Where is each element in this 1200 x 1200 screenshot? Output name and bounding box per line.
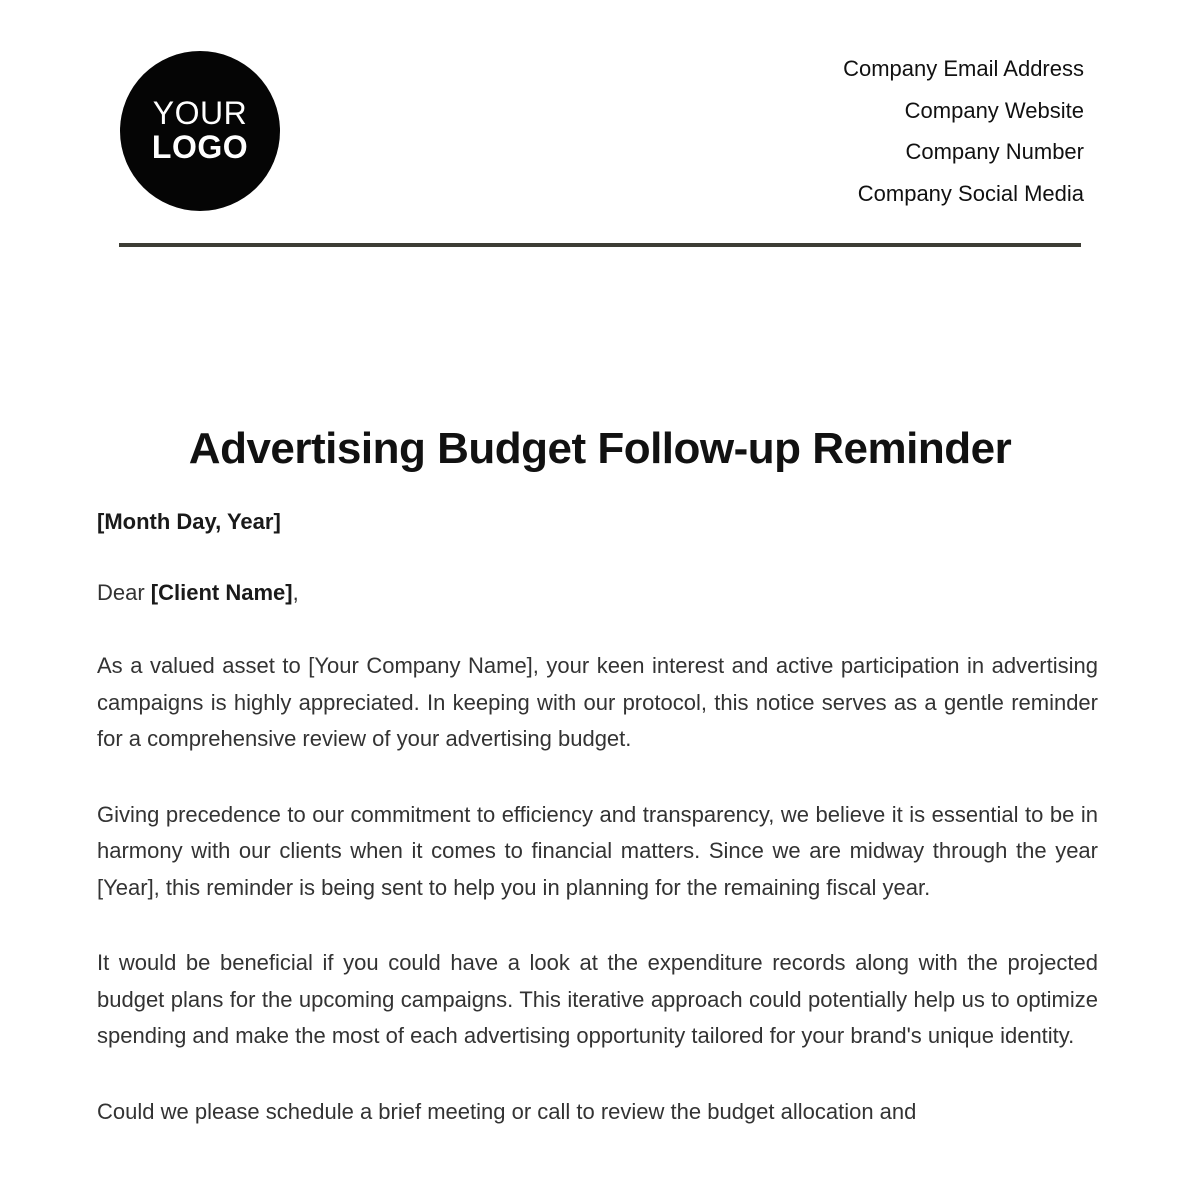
logo-line-logo: LOGO [151,129,249,165]
paragraph-commitment: Giving precedence to our commitment to efficiency and transparency, we believe it is essential to be in harmony with our clients when it comes to financial matters. Since we are midway through the year [Year], this reminder is being sent to help you in planning for the remaining fiscal year. [97,801,1098,900]
letter-date: [Month Day, Year] [97,509,281,534]
company-social-media: Company Social Media [857,181,1084,207]
company-logo [120,51,280,211]
document-title: Advertising Budget Follow-up Reminder [188,424,1012,473]
paragraph-meeting: Could we please schedule a brief meeting or call to review the budget allocation and [97,1098,917,1124]
logo-line-your: YOUR [152,95,248,132]
greeting-prefix: Dear [97,580,151,605]
company-contact-block [843,53,1084,220]
header-divider [119,243,1081,247]
greeting-suffix: , [292,580,299,605]
paragraph-intro: As a valued asset to [Your Company Name], your keen interest and active participation in advertising campaigns is highly appreciated. In keeping with our protocol, this notice serves as a gentle reminder for a comprehensive review of your advertising budget. [97,653,1098,751]
client-name: [Client Name] [150,580,293,605]
letter-body [97,506,1098,1130]
company-website: Company Website [904,97,1084,123]
company-number: Company Number [905,139,1084,165]
company-email: Company Email Address [843,56,1084,81]
paragraph-review-request: It would be beneficial if you could have a look at the expenditure records along with the projected budget plans for the upcoming campaigns. This iterative approach could potentially help us to optimize spending and make the most of each advertising opportunity tailored for your brand's unique identity. [97,950,1098,1048]
letter-greeting [97,577,1098,609]
